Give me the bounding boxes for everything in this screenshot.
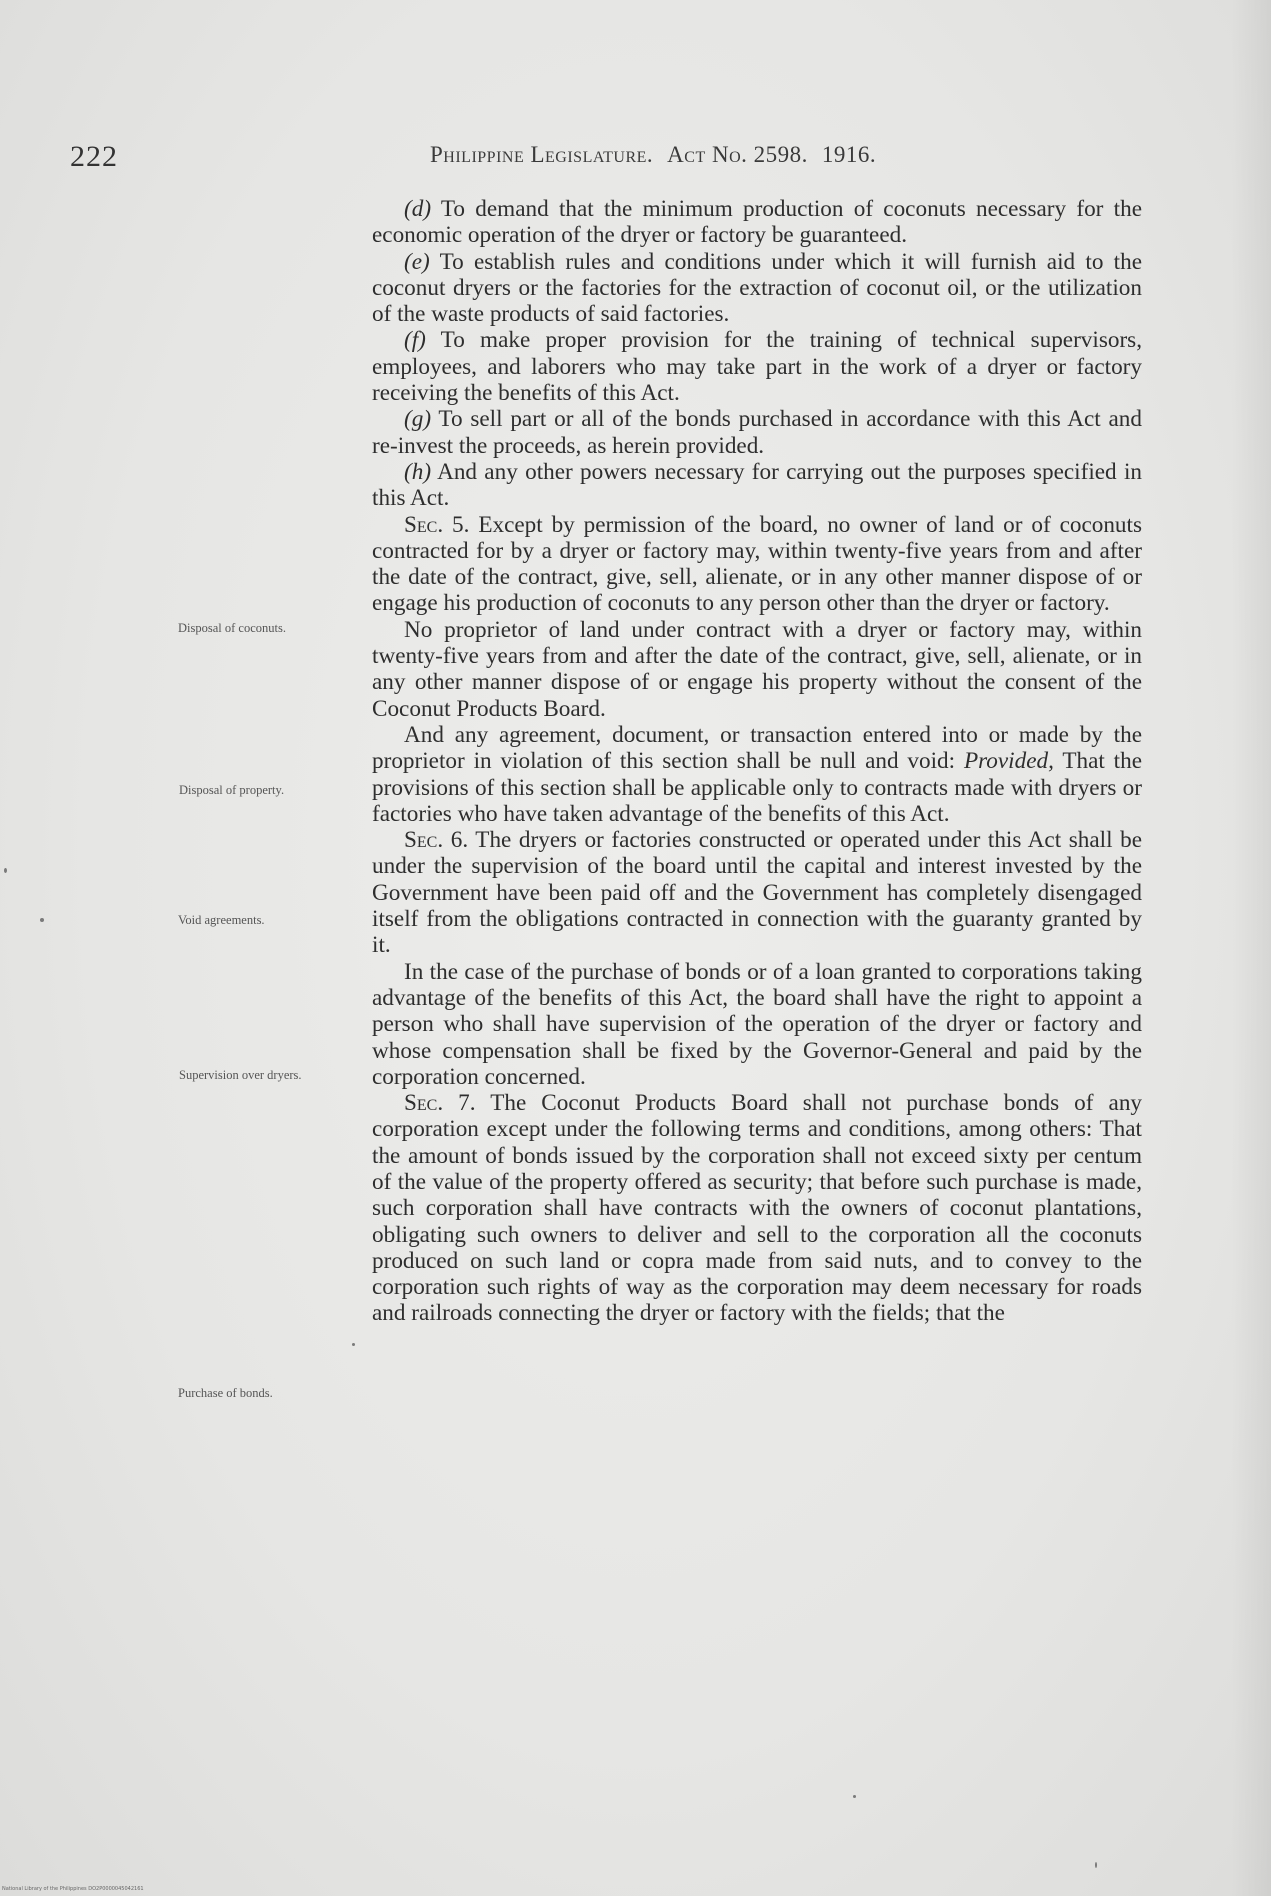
paragraph-f (372, 327, 1142, 406)
paragraph-d-text: To demand that the minimum production of coconuts necessary for the economic operation of the dryer or factory be guaranteed. (372, 196, 1142, 249)
paragraph-e (372, 249, 1142, 328)
paragraph-e-label: (e) (404, 248, 430, 275)
body-text (372, 196, 1142, 1327)
section-5-label: Sec. 5. (404, 511, 470, 538)
paragraph-void-agreements (372, 722, 1142, 827)
section-7-label: Sec. 7. (404, 1090, 476, 1117)
margin-note-void-agreements: Void agreements. (178, 913, 265, 927)
running-head (430, 142, 876, 168)
section-6-label: Sec. 6. (404, 827, 469, 854)
void-text-before: And any agreement, document, or transaction entered into or made by the proprietor in violation of this section shall be null and void: (372, 721, 1142, 775)
paragraph-h-label: (h) (404, 458, 432, 485)
paragraph-d-label: (d) (404, 196, 432, 222)
paragraph-proprietor: No proprietor of land under contract with a dryer or factory may, within twenty-five years from and after the date of the contract, give, sell, alienate, or in any other manner dispose of or engage his property without the consent of the Coconut Products Board. (372, 616, 1142, 722)
paragraph-h (372, 459, 1142, 512)
section-6-text: The dryers or factories constructed or operated under this Act shall be under the supervision of the board until the capital and interest invested by the Government have been paid off and the Government has completely disengaged itself from the obligations contracted in connection with the guaranty granted by it. (372, 827, 1143, 959)
running-head-publisher: Philippine Legislature. (430, 142, 654, 167)
page-number: 222 (70, 140, 118, 173)
running-head-year: 1916. (821, 142, 877, 167)
section-7-text: The Coconut Products Board shall not purchase bonds of any corporation except under the following terms and conditions, among others: That the amount of bonds issued by the corporation shall not exceed sixty per centum of the value of the property offered as security; that before such purchase is made, such corporation shall have contracts with the owners of coconut plantations, obligating such owners to deliver and sell to the corporation all the coconuts produced on such land or copra made from said nuts, and to convey to the corporation such rights of way as the corporation may deem necessary for roads and railroads connecting the dryer or factory with the fields; that the (372, 1090, 1143, 1327)
section-7 (372, 1090, 1142, 1327)
paragraph-d (372, 196, 1142, 249)
void-provided: Provided, (963, 748, 1054, 775)
scan-speck (4, 868, 7, 873)
scan-speck (853, 1795, 856, 1798)
scan-speck (40, 918, 44, 922)
paragraph-g-label: (g) (404, 406, 432, 433)
section-6 (372, 827, 1142, 958)
paragraph-h-text: And any other powers necessary for carrying out the purposes specified in this Act. (372, 458, 1142, 512)
paragraph-bonds-case: In the case of the purchase of bonds or of a loan granted to corporations taking advantage of the benefits of this Act, the board shall have the right to appoint a person who shall have supervision of the operation of the dryer or factory and whose compensation shall be fixed by the Governor-General and paid by the corporation concerned. (372, 958, 1142, 1090)
margin-note-purchase-of-bonds: Purchase of bonds. (178, 1386, 273, 1400)
scan-footer: National Library of the Philippines DO2P0000045042161 (2, 1886, 144, 1892)
running-head-act: Act No. 2598. (667, 142, 808, 167)
paragraph-g (372, 406, 1142, 459)
paragraph-e-text: To establish rules and conditions under which it will furnish aid to the coconut dryers or the factories for the extraction of coconut oil, or the utilization of the waste products of said factories. (372, 248, 1142, 328)
section-5 (372, 512, 1142, 617)
margin-note-supervision-over-dryers: Supervision over dryers. (179, 1068, 302, 1082)
margin-note-disposal-of-property: Disposal of property. (179, 783, 285, 797)
section-5-text: Except by permission of the board, no owner of land or of coconuts contracted for by a dryer or factory may, within twenty-five years from and after the date of the contract, give, sell, alienate, or in any other manner dispose of or engage his production of coconuts to any person other than the dryer or factory. (372, 511, 1142, 617)
void-text-after: That the provisions of this section shall be applicable only to contracts made with dryers or factories who have taken advantage of the benefits of this Act. (372, 748, 1142, 827)
paragraph-f-text: To make proper provision for the training of technical supervisors, employees, and laborers who may take part in the work of a dryer or factory receiving the benefits of this Act. (372, 327, 1142, 407)
margin-note-disposal-of-coconuts: Disposal of coconuts. (178, 621, 286, 635)
scan-speck (1095, 1862, 1097, 1868)
scan-speck (352, 1343, 355, 1346)
paragraph-g-text: To sell part or all of the bonds purchased in accordance with this Act and re-invest the proceeds, as herein provided. (372, 406, 1142, 459)
paragraph-f-label: (f) (404, 327, 426, 354)
page-edge-shadow (1231, 0, 1271, 1896)
